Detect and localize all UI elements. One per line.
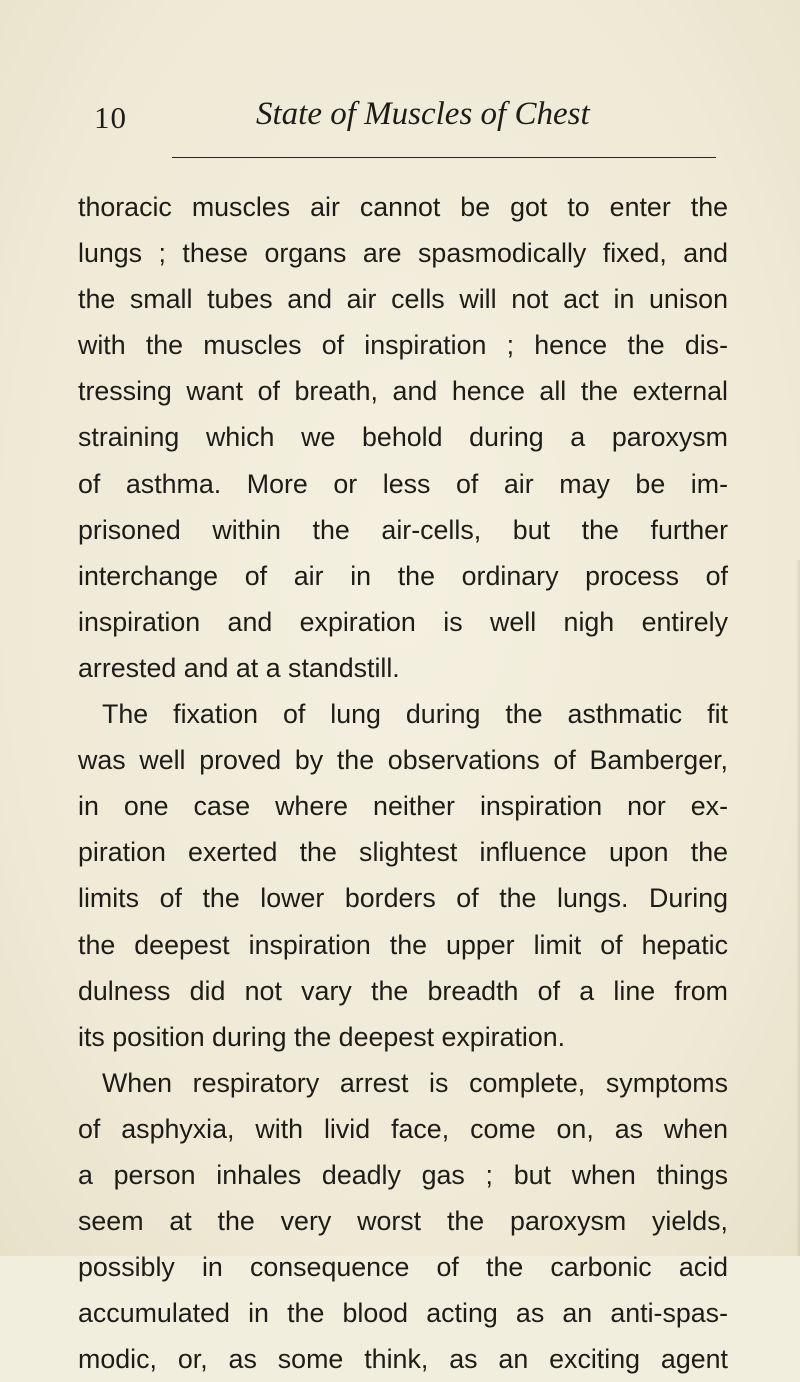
text-line: the deepest inspiration the upper limit of hepatic <box>78 929 728 960</box>
text-line: thoracic muscles air cannot be got to enter the <box>78 192 728 222</box>
text-line: prisoned within the air-cells, but the further <box>78 514 728 545</box>
text-line: lungs ; these organs are spasmodically fixed, and <box>78 238 728 269</box>
text-line: accumulated in the blood acting as an anti-spas- <box>78 1298 728 1329</box>
text-line: in one case where neither inspiration nor ex- <box>78 791 728 822</box>
text-line: When respiratory arrest is complete, symptoms <box>102 1067 728 1098</box>
body-text <box>78 184 728 1382</box>
text-line: seem at the very worst the paroxysm yields, <box>78 1206 728 1237</box>
header-rule <box>172 157 716 158</box>
text-line: arrested and at a standstill. <box>78 652 400 683</box>
page-number: 10 <box>94 100 127 135</box>
text-line: with the muscles of inspiration ; hence the dis- <box>78 330 728 361</box>
text-line: limits of the lower borders of the lungs. During <box>78 883 728 914</box>
text-line: the small tubes and air cells will not act in unison <box>78 284 728 315</box>
page-edge-shadow <box>796 560 800 1256</box>
running-head <box>0 96 800 140</box>
text-line: its position during the deepest expiration. <box>78 1021 566 1052</box>
text-line: dulness did not vary the breadth of a line from <box>78 975 728 1006</box>
text-line: The fixation of lung during the asthmatic fit <box>102 699 728 730</box>
text-line: of asphyxia, with livid face, come on, as when <box>78 1113 728 1144</box>
text-line: possibly in consequence of the carbonic acid <box>78 1252 728 1283</box>
text-line: of asthma. More or less of air may be im- <box>78 468 728 499</box>
text-line: tressing want of breath, and hence all the external <box>78 376 728 407</box>
text-line: was well proved by the observations of Bamberger, <box>78 745 728 776</box>
text-line: piration exerted the slightest influence upon the <box>78 837 728 868</box>
text-line: modic, or, as some think, as an exciting agent <box>78 1344 728 1375</box>
text-line: interchange of air in the ordinary process of <box>78 560 728 591</box>
text-line: a person inhales deadly gas ; but when things <box>78 1159 728 1190</box>
running-head-title: State of Muscles of Chest <box>256 96 590 132</box>
text-line: inspiration and expiration is well nigh entirely <box>78 606 728 637</box>
text-line: straining which we behold during a paroxysm <box>78 422 728 453</box>
